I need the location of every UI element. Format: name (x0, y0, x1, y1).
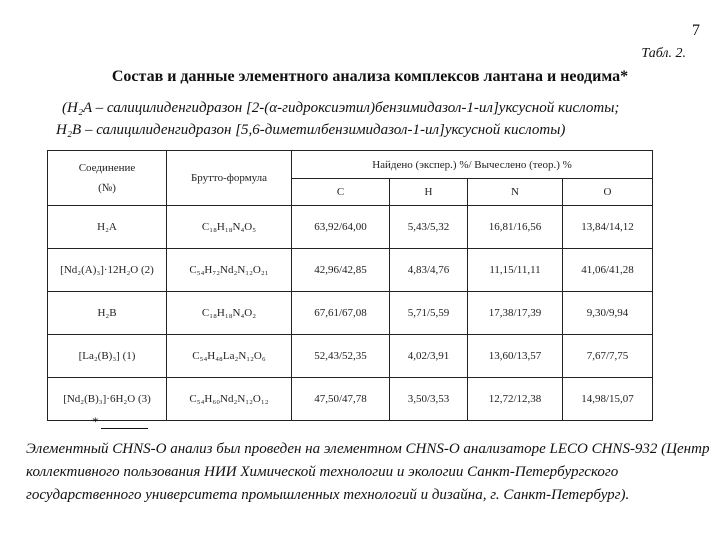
header-compound-no: (№) (98, 182, 116, 194)
cell-h: 3,50/3,53 (390, 378, 468, 421)
cell-c: 47,50/47,78 (292, 378, 390, 421)
table-title: Состав и данные элементного анализа комплексов лантана и неодима* (111, 68, 629, 85)
cell-o: 9,30/9,94 (563, 292, 653, 335)
cell-c: 67,61/67,08 (292, 292, 390, 335)
cell-formula: C₅₄H₇₂Nd₂N₁₂O₂₁ (167, 249, 292, 292)
table-row (48, 292, 653, 335)
cell-o: 41,06/41,28 (563, 249, 653, 292)
cell-c: 63,92/64,00 (292, 206, 390, 249)
footnote-divider (101, 428, 148, 429)
cell-formula: C₁₈H₁₈N₄O₅ (167, 206, 292, 249)
cell-compound: [La₂(B)₃] (1) (48, 335, 167, 378)
elemental-analysis-table (47, 150, 653, 421)
legend-line-2: H₂B – салицилиденгидразон [5,6-диметилбензимидазол-1-ил]уксусной кислоты) (56, 122, 566, 138)
cell-compound: [Nd₂(B)₃]·6H₂O (3) (48, 378, 167, 421)
cell-compound: H₂A (48, 206, 167, 249)
cell-formula: C₁₈H₁₈N₄O₂ (167, 292, 292, 335)
table-row (48, 206, 653, 249)
cell-compound: [Nd₂(A)₃]·12H₂O (2) (48, 249, 167, 292)
cell-h: 4,02/3,91 (390, 335, 468, 378)
header-h: H (390, 179, 468, 206)
cell-o: 13,84/14,12 (563, 206, 653, 249)
page-number: 7 (692, 22, 700, 39)
header-compound (48, 151, 167, 206)
cell-n: 12,72/12,38 (468, 378, 563, 421)
cell-compound: H₂B (48, 292, 167, 335)
header-compound-label: Соединение (78, 162, 136, 174)
analysis-note: Элементный CHNS-O анализ был проведен на элементном CHNS-O анализаторе LECO CHNS-932 (Центр коллективного пользования НИИ Химической технологии и экологии Санкт-Петербургского государственного университета промышленных технологий и дизайна, г. Санкт-Петербург). (26, 441, 710, 503)
header-formula: Брутто-формула (167, 151, 292, 206)
cell-formula: C₅₄H₆₀Nd₂N₁₂O₁₂ (167, 378, 292, 421)
cell-c: 42,96/42,85 (292, 249, 390, 292)
header-o: O (563, 179, 653, 206)
cell-h: 5,43/5,32 (390, 206, 468, 249)
table-number: Табл. 2. (641, 46, 686, 61)
cell-h: 5,71/5,59 (390, 292, 468, 335)
footnote-mark: * (92, 414, 99, 429)
cell-n: 17,38/17,39 (468, 292, 563, 335)
cell-n: 13,60/13,57 (468, 335, 563, 378)
table-row (48, 249, 653, 292)
cell-c: 52,43/52,35 (292, 335, 390, 378)
cell-h: 4,83/4,76 (390, 249, 468, 292)
cell-n: 11,15/11,11 (468, 249, 563, 292)
cell-formula: C₅₄H₄₈La₂N₁₂O₆ (167, 335, 292, 378)
table-row (48, 378, 653, 421)
cell-n: 16,81/16,56 (468, 206, 563, 249)
cell-o: 7,67/7,75 (563, 335, 653, 378)
legend-line-1: (H₂A – салицилиденгидразон [2-(α-гидроксиэтил)бензимидазол-1-ил]уксусной кислоты; (62, 100, 620, 116)
header-c: C (292, 179, 390, 206)
cell-o: 14,98/15,07 (563, 378, 653, 421)
table-row (48, 335, 653, 378)
header-n: N (468, 179, 563, 206)
header-found: Найдено (экспер.) %/ Вычеслено (теор.) % (292, 151, 653, 179)
